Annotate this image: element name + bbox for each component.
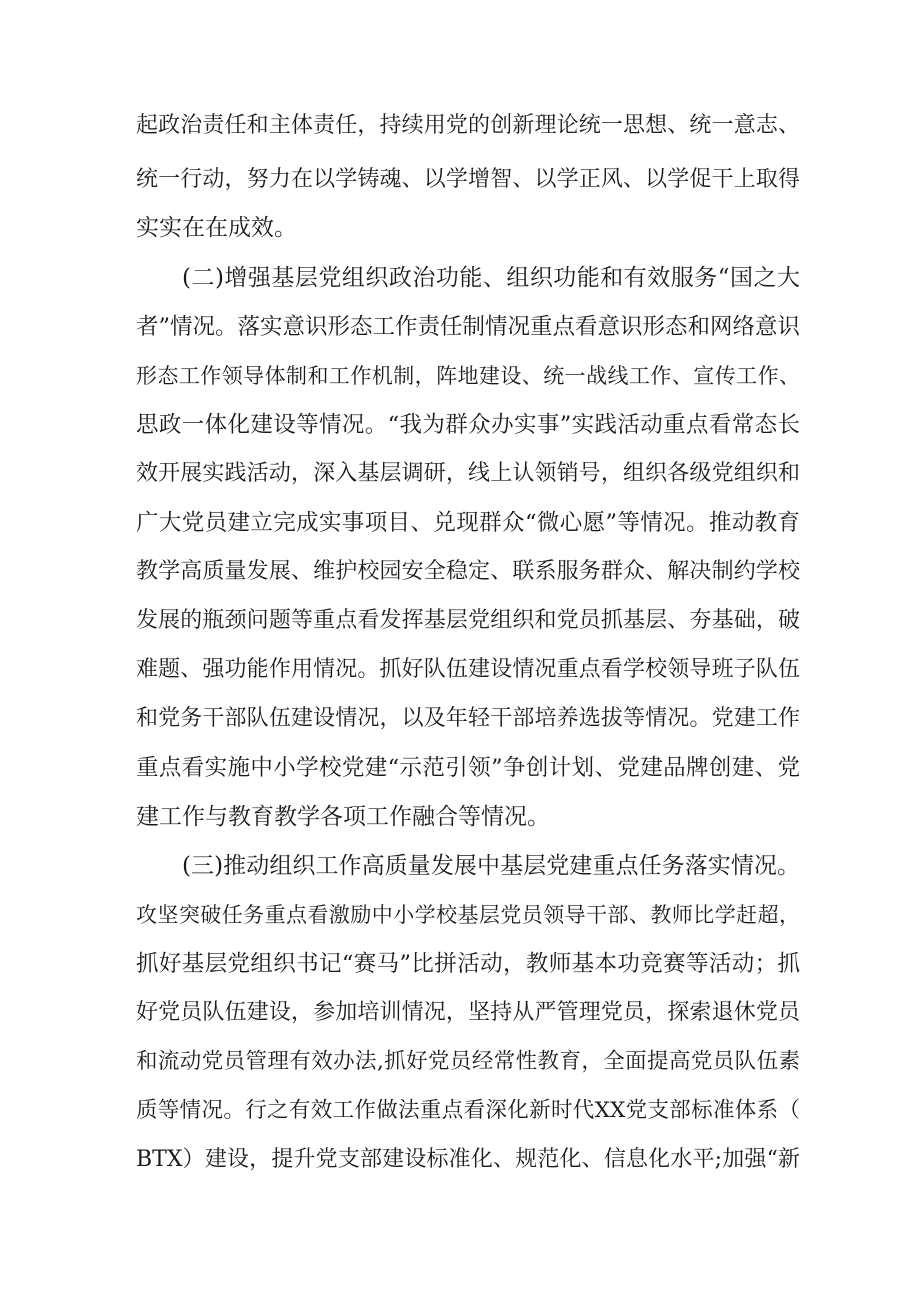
- section-heading-line: (二)增强基层党组织政治功能、组织功能和有效服务“国之大: [182, 265, 800, 291]
- paragraph-line: 和党务干部队伍建设情况，以及年轻干部培养选拔等情况。党建工作: [136, 706, 800, 731]
- section-heading-line: (三)推动组织工作高质量发展中基层党建重点任务落实情况。: [182, 853, 800, 879]
- paragraph-line: 效开展实践活动，深入基层调研，线上认领销号，组织各级党组织和: [136, 461, 800, 486]
- paragraph-line: 抓好基层党组织书记“赛马”比拼活动，教师基本功竞赛等活动；抓: [136, 951, 800, 977]
- paragraph-line: 统一行动，努力在以学铸魂、以学增智、以学正风、以学促干上取得: [136, 167, 800, 192]
- paragraph-line: 教学高质量发展、维护校园安全稳定、联系服务群众、解决制约学校: [136, 559, 800, 584]
- paragraph-line: 质等情况。行之有效工作做法重点看深化新时代XX党支部标准体系（: [136, 1098, 800, 1123]
- paragraph-line: 难题、强功能作用情况。抓好队伍建设情况重点看学校领导班子队伍: [136, 657, 800, 682]
- paragraph-line: 广大党员建立完成实事项目、兑现群众“微心愿”等情况。推动教育: [136, 510, 800, 536]
- paragraph-line: 形态工作领导体制和工作机制，阵地建设、统一战线工作、宣传工作、: [136, 364, 800, 388]
- paragraph-line: BTX）建设，提升党支部建设标准化、规范化、信息化水平;加强“新: [136, 1147, 800, 1172]
- paragraph-line: 者”情况。落实意识形态工作责任制情况重点看意识形态和网络意识: [136, 314, 800, 340]
- paragraph-line: 重点看实施中小学校党建“示范引领”争创计划、党建品牌创建、党: [136, 755, 800, 781]
- paragraph-line: 发展的瓶颈问题等重点看发挥基层党组织和党员抓基层、夯基础，破: [136, 608, 800, 633]
- paragraph-line: 和流动党员管理有效办法,抓好党员经常性教育，全面提高党员队伍素: [136, 1049, 800, 1074]
- paragraph-line: 攻坚突破任务重点看激励中小学校基层党员领导干部、教师比学赶超，: [136, 903, 800, 927]
- paragraph-line: 思政一体化建设等情况。“我为群众办实事”实践活动重点看常态长: [136, 412, 800, 438]
- paragraph-line: 实实在在成效。: [136, 215, 297, 241]
- paragraph-line: 起政治责任和主体责任，持续用党的创新理论统一思想、统一意志、: [136, 113, 800, 138]
- paragraph-line: 好党员队伍建设，参加培训情况，坚持从严管理党员，探索退休党员: [136, 1000, 800, 1025]
- paragraph-line: 建工作与教育教学各项工作融合等情况。: [136, 804, 550, 830]
